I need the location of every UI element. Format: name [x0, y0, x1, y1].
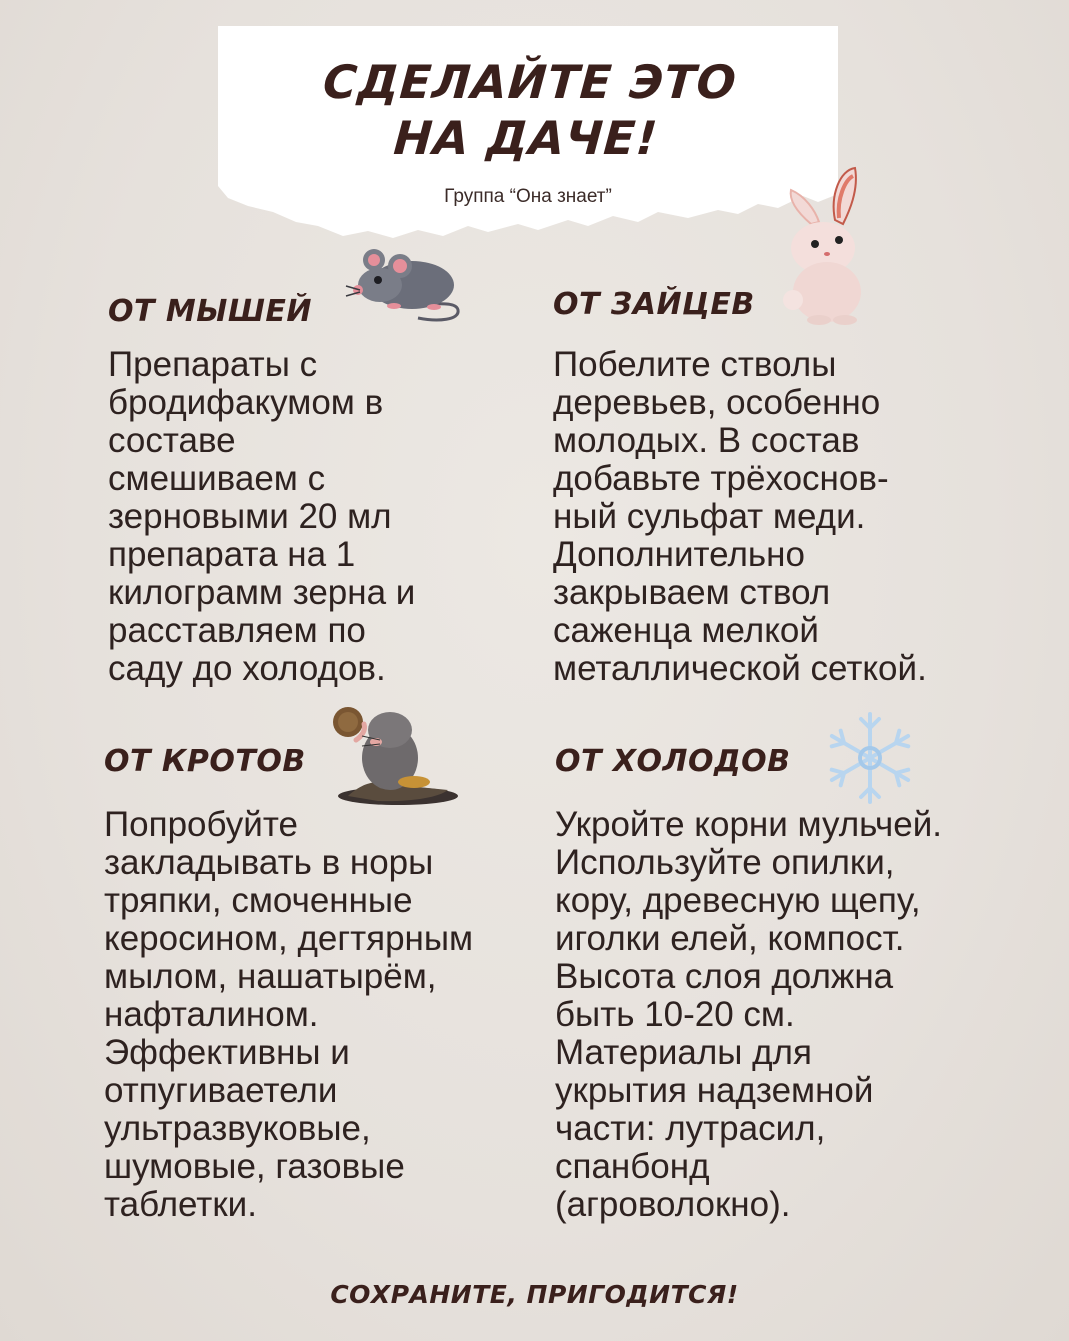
snowflake-icon — [818, 706, 922, 810]
section-body-moles: Попробуйте закладывать в норы тряпки, смоченные керосином, дегтярным мылом, нашатырём, нафталином. Эффективны и отпугиваетели ультразвуковые, шумовые, газовые таблетки. — [104, 805, 474, 1224]
footer-note: СОХРАНИТЕ, ПРИГОДИТСЯ! — [330, 1280, 739, 1309]
page-title-line-2: НА ДАЧЕ! — [392, 111, 661, 165]
page-title-line-1: СДЕЛАЙТЕ ЭТО — [321, 55, 739, 109]
section-title-cold: ОТ ХОЛОДОВ — [555, 744, 791, 779]
section-body-mice: Препараты с бродифакумом в составе смешиваем с зерновыми 20 мл препарата на 1 килограмм зерна и расставляем по саду до холодов. — [108, 345, 416, 688]
section-title-hares: ОТ ЗАЙЦЕВ — [553, 287, 755, 322]
page-subtitle: Группа “Она знает” — [444, 186, 612, 207]
section-body-cold: Укройте корни мульчей. Используйте опилки, кору, древесную щепу, иголки елей, компост. Высота слоя должна быть 10-20 см. Материалы для укрытия надземной части: лутрасил, спанбонд (агроволокно). — [555, 805, 942, 1224]
section-title-mice: ОТ МЫШЕЙ — [108, 294, 313, 329]
section-title-moles: ОТ КРОТОВ — [104, 744, 306, 779]
mouse-icon — [338, 240, 466, 330]
page-title — [214, 54, 842, 166]
header-card — [218, 26, 838, 241]
section-body-hares: Побелите стволы деревьев, особенно молодых. В состав добавьте трёхоснов- ный сульфат меди. Дополнительно закрываем ствол саженца мелкой металлической сеткой. — [553, 345, 927, 688]
rabbit-icon — [775, 160, 875, 330]
mole-icon — [318, 700, 463, 805]
